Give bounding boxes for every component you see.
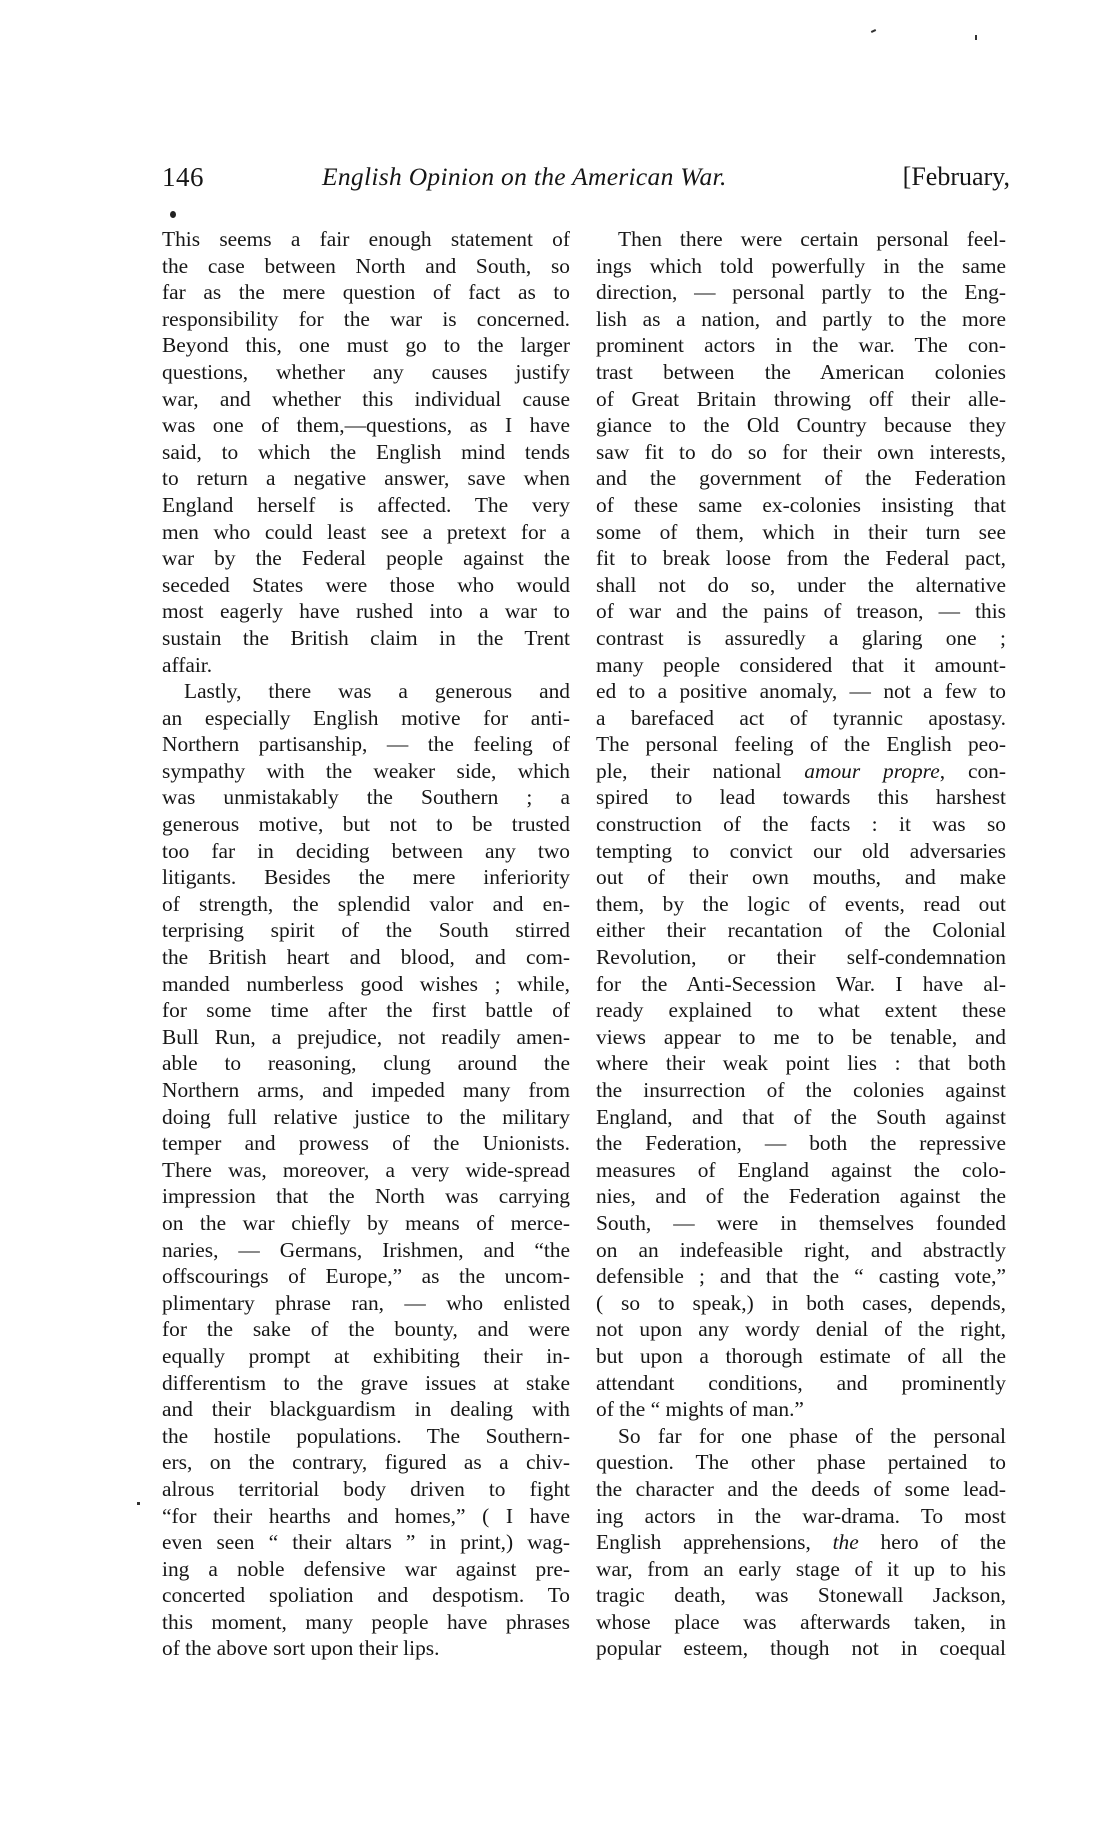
text-segment: hero of the — [858, 1530, 1006, 1555]
text-line: this moment, many people have phrases — [162, 1609, 570, 1634]
text-line: attendant conditions, and prominently — [596, 1370, 1006, 1395]
bullet-mark — [170, 211, 176, 218]
text-line: far as the mere question of fact as to — [162, 280, 570, 305]
text-line: contrast is assuredly a glaring one ; — [596, 625, 1006, 650]
text-line: most eagerly have rushed into a war to — [162, 599, 570, 624]
text-line: Then there were certain personal feel- — [618, 227, 1006, 251]
text-segment: English apprehensions, — [596, 1530, 833, 1555]
text-line: men who could least see a pretext for a — [162, 519, 570, 544]
text-line: litigants. Besides the mere inferiority — [162, 865, 570, 890]
text-line: them, by the logic of events, read out — [596, 891, 1006, 916]
text-line: saw fit to do so for their own interests, — [596, 439, 1006, 464]
text-line: Beyond this, one must go to the larger — [162, 333, 570, 358]
text-line: generous motive, but not to be trusted — [162, 812, 570, 837]
text-line: construction of the facts : it was so — [596, 812, 1006, 837]
text-line: trast between the American colonies — [596, 359, 1006, 384]
text-line: affair. — [162, 652, 213, 677]
text-line: prominent actors in the war. The con- — [596, 333, 1006, 358]
text-line: popular esteem, though not in coequal — [596, 1636, 1006, 1661]
text-line: ed to a positive anomaly, — not a few to — [596, 679, 1006, 704]
text-line: an especially English motive for anti- — [162, 705, 570, 730]
text-line: giance to the Old Country because they — [596, 413, 1006, 438]
text-line: of the “ mights of man.” — [596, 1397, 804, 1422]
page-number: 146 — [162, 162, 204, 192]
text-line: ready explained to what extent these — [596, 998, 1006, 1023]
text-line: for the sake of the bounty, and were — [162, 1317, 570, 1342]
text-line: defensible ; and that the “ casting vote,” — [596, 1264, 1006, 1289]
text-line: out of their own mouths, and make — [596, 865, 1006, 890]
text-line: of the above sort upon their lips. — [162, 1636, 440, 1661]
text-line: but upon a thorough estimate of all the — [596, 1343, 1006, 1368]
text-line: tempting to convict our old adversaries — [596, 838, 1006, 863]
text-line: was unmistakably the Southern ; a — [162, 785, 570, 810]
text-line: for some time after the first battle of — [162, 998, 570, 1023]
text-line: spired to lead towards this harshest — [596, 785, 1006, 810]
left-column — [162, 226, 570, 1662]
text-line: some of them, which in their turn see — [596, 519, 1006, 544]
text-line: Northern partisanship, — the feeling of — [162, 732, 570, 757]
scan-speck — [975, 35, 977, 40]
text-line: shall not do so, under the alternative — [596, 572, 1006, 597]
text-line: for the Anti-Secession War. I have al- — [596, 971, 1006, 996]
text-line: the insurrection of the colonies against — [596, 1078, 1006, 1102]
text-line: responsibility for the war is concerned. — [162, 306, 570, 331]
running-date: [February, — [902, 162, 1010, 191]
text-line: Northern arms, and impeded many from — [162, 1078, 570, 1102]
text-line: not upon any wordy denial of the right, — [596, 1317, 1006, 1342]
text-line: Lastly, there was a generous and — [184, 679, 570, 704]
text-line: even seen “ their altars ” in print,) wag- — [162, 1530, 570, 1555]
text-line: the British heart and blood, and com- — [162, 945, 570, 970]
text-line: of these same ex-colonies insisting that — [596, 492, 1006, 517]
text-line: question. The other phase pertained to — [596, 1450, 1006, 1475]
text-line: offscourings of Europe,” as the uncom- — [162, 1264, 570, 1289]
text-line: impression that the North was carrying — [162, 1184, 570, 1209]
italic-phrase: the — [832, 1530, 859, 1555]
text-line — [596, 758, 1006, 785]
text-line: England herself is affected. The very — [162, 492, 570, 517]
text-line: of strength, the splendid valor and en- — [162, 891, 570, 916]
text-line: the character and the deeds of some lead- — [596, 1476, 1006, 1501]
text-line: South, — were in themselves founded — [596, 1210, 1006, 1235]
text-line: nies, and of the Federation against the — [596, 1184, 1006, 1209]
text-line: ers, on the contrary, figured as a chiv- — [162, 1450, 570, 1475]
text-line: This seems a fair enough statement of — [162, 227, 570, 251]
text-line: “for their hearths and homes,” ( I have — [162, 1503, 570, 1528]
text-line: views appear to me to be tenable, and — [596, 1024, 1006, 1049]
text-line: differentism to the grave issues at stake — [162, 1370, 570, 1395]
text-line: Bull Run, a prejudice, not readily amen- — [162, 1024, 570, 1049]
text-line: was one of them,—questions, as I have — [162, 413, 570, 438]
text-line: ing actors in the war-drama. To most — [596, 1503, 1006, 1528]
text-line: on the war chiefly by means of merce- — [162, 1210, 570, 1235]
text-line: There was, moreover, a very wide-spread — [162, 1157, 570, 1182]
text-line — [596, 1529, 1006, 1556]
text-line: terprising spirit of the South stirred — [162, 918, 570, 943]
text-line: alrous territorial body driven to fight — [162, 1476, 570, 1501]
text-line: ing a noble defensive war against pre- — [162, 1556, 570, 1581]
margin-mark — [137, 1502, 140, 1505]
text-line: of war and the pains of treason, — this — [596, 599, 1006, 624]
text-line: doing full relative justice to the military — [162, 1104, 570, 1129]
text-line: concerted spoliation and despotism. To — [162, 1583, 570, 1608]
text-line: many people considered that it amount- — [596, 652, 1006, 677]
text-line: of Great Britain throwing off their alle- — [596, 386, 1006, 411]
italic-phrase: amour propre — [804, 758, 940, 783]
text-line: So far for one phase of the personal — [618, 1423, 1006, 1448]
text-line: either their recantation of the Colonial — [596, 918, 1006, 943]
running-header — [162, 162, 1010, 202]
text-line: tragic death, was Stonewall Jackson, — [596, 1583, 1006, 1608]
text-line: and the government of the Federation — [596, 466, 1006, 491]
text-line: The personal feeling of the English peo- — [596, 732, 1006, 757]
text-line: on an indefeasible right, and abstractly — [596, 1237, 1006, 1262]
text-line: sympathy with the weaker side, which — [162, 758, 570, 783]
text-line: England, and that of the South against — [596, 1104, 1006, 1129]
text-line: manded numberless good wishes ; while, — [162, 971, 570, 996]
text-line: a barefaced act of tyrannic apostasy. — [596, 705, 1006, 730]
text-line: questions, whether any causes justify — [162, 359, 570, 384]
text-line: and their blackguardism in dealing with — [162, 1397, 570, 1422]
text-line: to return a negative answer, save when — [162, 466, 570, 491]
right-column — [596, 226, 1006, 1662]
text-line: lish as a nation, and partly to the more — [596, 306, 1006, 331]
text-line: said, to which the English mind tends — [162, 439, 570, 464]
text-line: the hostile populations. The Southern- — [162, 1423, 570, 1448]
text-line: able to reasoning, clung around the — [162, 1051, 570, 1076]
text-line: sustain the British claim in the Trent — [162, 625, 570, 650]
running-title: English Opinion on the American War. — [322, 162, 727, 191]
text-line: direction, — personal partly to the Eng- — [596, 280, 1006, 305]
text-segment: , con- — [939, 758, 1006, 783]
text-line: the Federation, — both the repressive — [596, 1131, 1006, 1156]
text-line: naries, — Germans, Irishmen, and “the — [162, 1237, 570, 1262]
text-segment: ple, their national — [596, 758, 805, 783]
text-line: too far in deciding between any two — [162, 838, 570, 863]
text-line: Revolution, or their self-condemnation — [596, 945, 1006, 970]
text-line: fit to break loose from the Federal pact, — [596, 546, 1006, 571]
text-line: temper and prowess of the Unionists. — [162, 1131, 570, 1156]
scan-speck — [871, 29, 876, 33]
text-line: where their weak point lies : that both — [596, 1051, 1006, 1076]
text-line: measures of England against the colo- — [596, 1157, 1006, 1182]
text-line: plimentary phrase ran, — who enlisted — [162, 1290, 570, 1315]
text-line: war, and whether this individual cause — [162, 386, 570, 411]
text-line: the case between North and South, so — [162, 253, 570, 278]
text-line: whose place was afterwards taken, in — [596, 1609, 1006, 1634]
text-line: ( so to speak,) in both cases, depends, — [596, 1290, 1006, 1315]
text-line: equally prompt at exhibiting their in- — [162, 1343, 570, 1368]
text-line: ings which told powerfully in the same — [596, 253, 1006, 278]
text-line: war, from an early stage of it up to his — [596, 1556, 1006, 1581]
text-line: seceded States were those who would — [162, 572, 570, 597]
text-line: war by the Federal people against the — [162, 546, 570, 571]
